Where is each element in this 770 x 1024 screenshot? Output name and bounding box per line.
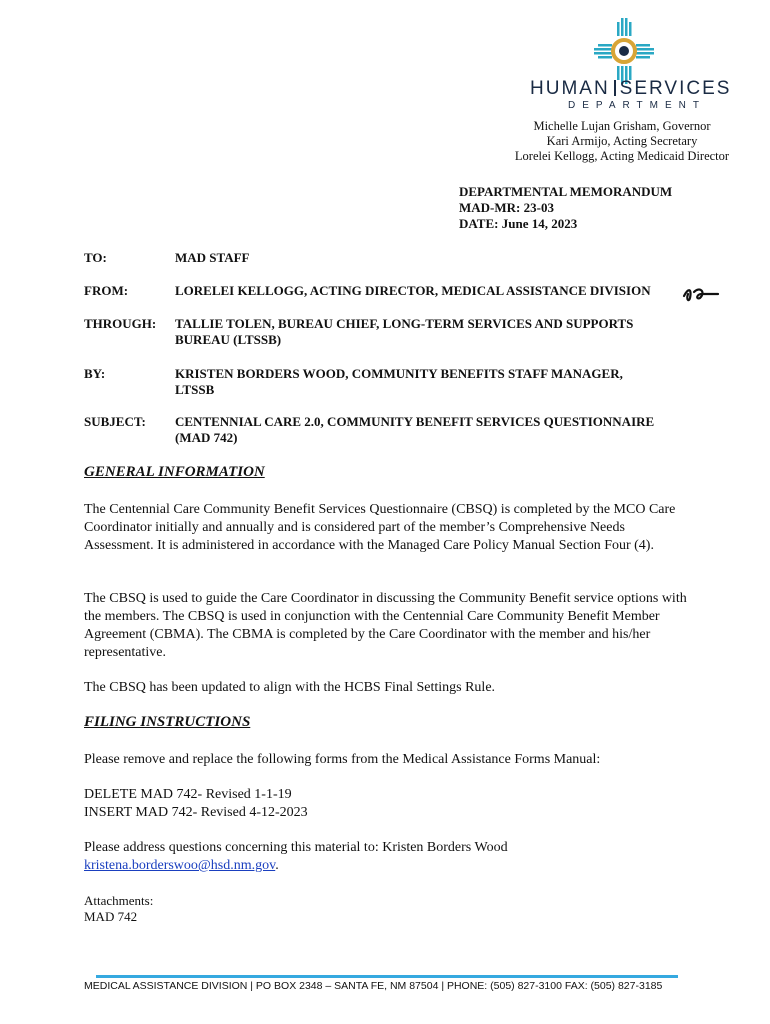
general-paragraph-3: The CBSQ has been updated to align with the HCBS Final Settings Rule.	[84, 680, 496, 695]
field-label: TO:	[84, 250, 107, 265]
footer-divider	[96, 975, 678, 978]
attachments-label: Attachments:	[84, 893, 154, 908]
field-value-line: CENTENNIAL CARE 2.0, COMMUNITY BENEFIT SERVICES QUESTIONNAIRE	[175, 414, 655, 429]
zia-sun-logo-icon	[594, 18, 654, 84]
field-value-line: LTSSB	[175, 382, 215, 397]
general-paragraph-1: The Centennial Care Community Benefit Services Questionnaire (CBSQ) is completed by the MCO Care Coordinator initially and annually and is considered part of the member’s Comprehensive Needs Assessment. It is administered in accordance with the Managed Care Policy Manual Section Four (4).	[84, 502, 676, 553]
field-value-line: (MAD 742)	[175, 430, 238, 445]
memo-heading	[459, 184, 672, 232]
official-secretary: Kari Armijo, Acting Secretary	[546, 134, 698, 148]
delete-instruction: DELETE MAD 742- Revised 1-1-19	[84, 787, 292, 802]
contact-line: Please address questions concerning this material to: Kristen Borders Wood	[84, 840, 508, 855]
field-value: LORELEI KELLOGG, ACTING DIRECTOR, MEDICAL ASSISTANCE DIVISION	[175, 283, 651, 298]
field-value: MAD STAFF	[175, 250, 250, 265]
field-label: FROM:	[84, 283, 129, 298]
field-value-line: BUREAU (LTSSB)	[175, 332, 282, 347]
filing-paragraph: Please remove and replace the following forms from the Medical Assistance Forms Manual:	[84, 752, 601, 767]
general-paragraph-2: The CBSQ is used to guide the Care Coordinator in discussing the Community Benefit service options with the members. The CBSQ is used in conjunction with the Centennial Care Community Benefit Member Agreement (CBMA). The CBMA is completed by the Care Coordinator with the member and his/her representative.	[84, 591, 687, 660]
officials-list	[502, 119, 742, 164]
field-value-line: KRISTEN BORDERS WOOD, COMMUNITY BENEFITS STAFF MANAGER,	[175, 366, 623, 381]
logo-wordmark: HUMAN SERVICES	[530, 78, 732, 99]
official-governor: Michelle Lujan Grisham, Governor	[533, 119, 711, 133]
logo-subtitle: DEPARTMENT	[568, 100, 706, 111]
field-label: BY:	[84, 366, 106, 381]
field-label: THROUGH:	[84, 316, 157, 331]
attachment-item: MAD 742	[84, 909, 138, 924]
contact-email-line	[84, 857, 694, 875]
memo-number: MAD-MR: 23-03	[459, 200, 554, 215]
general-information-heading: GENERAL INFORMATION	[84, 464, 265, 480]
field-label: SUBJECT:	[84, 414, 146, 429]
contact-email-link[interactable]: kristena.borderswoo@hsd.nm.gov	[84, 858, 276, 873]
insert-instruction: INSERT MAD 742- Revised 4-12-2023	[84, 805, 308, 820]
memo-type: DEPARTMENTAL MEMORANDUM	[459, 184, 673, 199]
field-value-line: TALLIE TOLEN, BUREAU CHIEF, LONG-TERM SERVICES AND SUPPORTS	[175, 316, 634, 331]
filing-instructions-heading: FILING INSTRUCTIONS	[84, 714, 251, 730]
memo-date: DATE: June 14, 2023	[459, 216, 578, 231]
handwritten-initials-icon	[680, 282, 720, 306]
email-suffix: .	[275, 858, 279, 873]
official-medicaid-director: Lorelei Kellogg, Acting Medicaid Director	[514, 149, 730, 163]
footer-address: MEDICAL ASSISTANCE DIVISION | PO BOX 2348 – SANTA FE, NM 87504 | PHONE: (505) 827-3100 FAX: (505) 827-3185	[84, 980, 663, 992]
